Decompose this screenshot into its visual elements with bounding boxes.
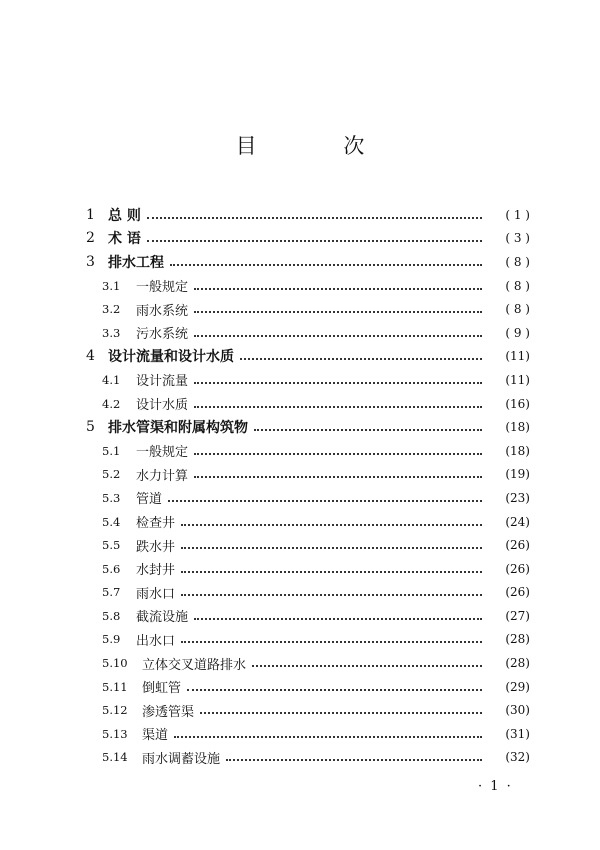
- toc-entry-page: (19): [505, 467, 530, 482]
- dot-leader: [181, 631, 482, 643]
- toc-entry-title: 术 语: [108, 231, 141, 248]
- page-number: · 1 ·: [478, 779, 513, 794]
- toc-entry-page: ( 8 ): [505, 302, 530, 317]
- toc-entry-page: (18): [505, 420, 530, 435]
- toc-entry-page: (27): [505, 608, 530, 623]
- toc-entry-title: 水封井: [136, 563, 176, 579]
- toc-chapter-entry: [86, 203, 530, 227]
- dot-leader: [194, 372, 482, 384]
- dot-leader: [200, 702, 482, 714]
- toc-entry-page: (11): [505, 372, 530, 387]
- toc-section-entry: [86, 439, 530, 463]
- toc-entry-number: 5: [86, 419, 95, 436]
- toc-entry-title: 一般规定: [136, 445, 189, 461]
- toc-entry-title: 截流设施: [136, 610, 189, 626]
- toc-entry-page: (31): [505, 726, 530, 741]
- toc-entry-page: (16): [505, 396, 530, 411]
- toc-entry-number: 5.4: [102, 514, 121, 529]
- toc-entry-title: 设计流量: [136, 374, 189, 390]
- toc-entry-title: 排水工程: [108, 254, 164, 271]
- toc-section-entry: [86, 604, 530, 628]
- toc-section-entry: [86, 274, 530, 298]
- dot-leader: [181, 537, 482, 549]
- toc-entry-title: 渠道: [142, 728, 169, 744]
- toc-entry-page: (11): [505, 349, 530, 364]
- toc-entry-title: 倒虹管: [142, 681, 182, 697]
- toc-entry-number: 5.3: [102, 490, 121, 505]
- toc-entry-page: ( 3 ): [505, 231, 530, 246]
- toc-entry-number: 4.2: [102, 396, 121, 411]
- toc-entry-number: 5.14: [102, 750, 128, 765]
- toc-entry-page: (23): [505, 490, 530, 505]
- toc-entry-number: 5.9: [102, 632, 121, 647]
- toc-entry-number: 5.1: [102, 443, 121, 458]
- table-of-contents: [86, 203, 530, 769]
- toc-entry-number: 5.2: [102, 467, 121, 482]
- toc-section-entry: [86, 510, 530, 534]
- toc-entry-title: 雨水口: [136, 586, 176, 602]
- toc-section-entry: [86, 722, 530, 746]
- toc-section-entry: [86, 557, 530, 581]
- toc-entry-page: ( 1 ): [505, 207, 530, 222]
- toc-entry-number: 5.11: [102, 679, 128, 694]
- toc-chapter-entry: [86, 415, 530, 439]
- toc-section-entry: [86, 533, 530, 557]
- toc-entry-number: 3: [86, 253, 95, 270]
- dot-leader: [194, 443, 482, 455]
- toc-entry-number: 3.2: [102, 302, 121, 317]
- toc-entry-title: 渗透管渠: [142, 704, 195, 720]
- dot-leader: [181, 584, 482, 596]
- toc-entry-title: 出水口: [136, 633, 176, 649]
- toc-chapter-entry: [86, 227, 530, 251]
- dot-leader: [174, 726, 482, 738]
- toc-section-entry: [86, 581, 530, 605]
- toc-entry-page: (30): [505, 703, 530, 718]
- toc-section-entry: [86, 463, 530, 487]
- toc-chapter-entry: [86, 250, 530, 274]
- toc-entry-title: 污水系统: [136, 327, 189, 343]
- toc-entry-title: 检查井: [136, 516, 176, 532]
- toc-section-entry: [86, 628, 530, 652]
- toc-entry-page: (29): [505, 679, 530, 694]
- dot-leader: [181, 514, 482, 526]
- dot-leader: [170, 254, 482, 266]
- dot-leader: [194, 325, 482, 337]
- toc-entry-page: (24): [505, 514, 530, 529]
- toc-entry-number: 2: [86, 230, 95, 247]
- toc-entry-number: 5.10: [102, 656, 128, 671]
- dot-leader: [181, 561, 482, 573]
- dot-leader: [187, 679, 482, 691]
- toc-entry-title: 一般规定: [136, 280, 189, 296]
- toc-entry-title: 跌水井: [136, 539, 176, 555]
- toc-section-entry: [86, 486, 530, 510]
- toc-entry-title: 水力计算: [136, 468, 189, 484]
- toc-section-entry: [86, 321, 530, 345]
- toc-entry-page: (26): [505, 561, 530, 576]
- toc-entry-page: (32): [505, 750, 530, 765]
- toc-entry-number: 1: [86, 206, 95, 223]
- toc-entry-title: 雨水系统: [136, 303, 189, 319]
- toc-entry-title: 排水管渠和附属构筑物: [108, 420, 248, 437]
- dot-leader: [194, 396, 482, 408]
- toc-entry-number: 5.12: [102, 703, 128, 718]
- toc-section-entry: [86, 698, 530, 722]
- toc-section-entry: [86, 368, 530, 392]
- dot-leader: [252, 655, 482, 667]
- dot-leader: [194, 301, 482, 313]
- dot-leader: [254, 419, 482, 431]
- toc-entry-page: (26): [505, 585, 530, 600]
- toc-entry-number: 5.8: [102, 608, 121, 623]
- toc-entry-number: 4: [86, 348, 95, 365]
- toc-entry-page: (18): [505, 443, 530, 458]
- toc-entry-number: 5.7: [102, 585, 121, 600]
- dot-leader: [240, 348, 482, 360]
- dot-leader: [194, 278, 482, 290]
- toc-entry-page: (28): [505, 632, 530, 647]
- toc-entry-number: 5.5: [102, 538, 121, 553]
- toc-entry-title: 立体交叉道路排水: [142, 657, 247, 673]
- toc-entry-number: 5.6: [102, 561, 121, 576]
- toc-entry-number: 3.1: [102, 278, 121, 293]
- toc-entry-page: ( 8 ): [505, 278, 530, 293]
- dot-leader: [194, 608, 482, 620]
- toc-section-entry: [86, 675, 530, 699]
- toc-entry-page: ( 9 ): [505, 325, 530, 340]
- dot-leader: [194, 466, 482, 478]
- toc-section-entry: [86, 746, 530, 770]
- dot-leader: [147, 207, 482, 219]
- page-title: 目 次: [235, 134, 405, 158]
- toc-entry-number: 5.13: [102, 726, 128, 741]
- toc-entry-title: 总 则: [108, 207, 141, 224]
- toc-section-entry: [86, 297, 530, 321]
- toc-entry-page: (28): [505, 656, 530, 671]
- toc-entry-title: 雨水调蓄设施: [142, 751, 221, 767]
- toc-entry-number: 4.1: [102, 372, 121, 387]
- toc-entry-number: 3.3: [102, 325, 121, 340]
- dot-leader: [168, 490, 482, 502]
- dot-leader: [147, 230, 482, 242]
- toc-entry-page: (26): [505, 538, 530, 553]
- toc-entry-title: 管道: [136, 492, 163, 508]
- toc-section-entry: [86, 392, 530, 416]
- toc-chapter-entry: [86, 345, 530, 369]
- toc-entry-title: 设计水质: [136, 398, 189, 414]
- toc-entry-title: 设计流量和设计水质: [108, 349, 234, 366]
- toc-section-entry: [86, 651, 530, 675]
- dot-leader: [226, 749, 482, 761]
- toc-entry-page: ( 8 ): [505, 254, 530, 269]
